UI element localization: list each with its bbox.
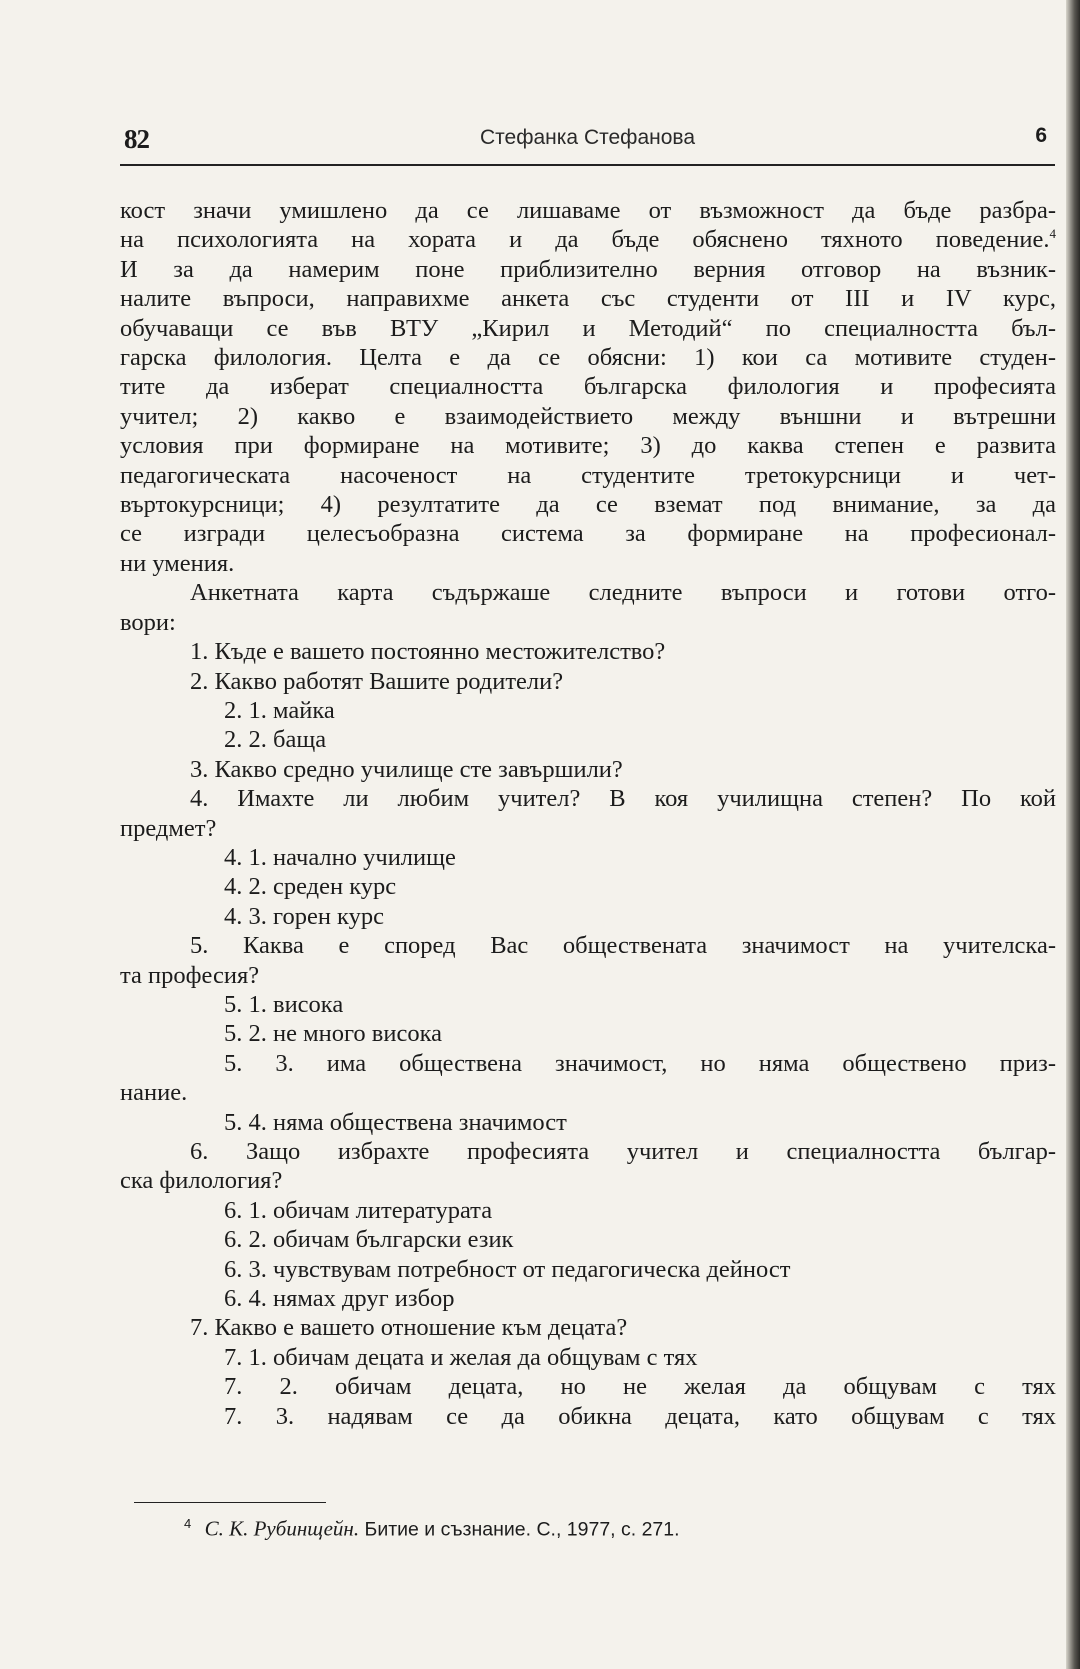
text-line: въртокурсници; 4) резултатите да се вземат под внимание, за да <box>120 491 1056 519</box>
footnote-ref: 4 <box>1049 226 1056 242</box>
questionnaire-option: 7. 1. обичам децата и желая да общувам с тях <box>224 1343 698 1371</box>
questionnaire-option: 7. 3. надявам се да обикна децата, като общувам с тях <box>224 1402 1056 1430</box>
questionnaire-option: 6. 2. обичам български език <box>224 1226 514 1254</box>
footnote-citation: Битие и съзнание. С., 1977, с. 271. <box>364 1518 680 1541</box>
questionnaire-option: 4. 3. горен курс <box>224 902 384 930</box>
questionnaire-continuation: та професия? <box>120 961 260 989</box>
running-title: Стефанка Стефанова <box>480 126 696 149</box>
text-line: кост значи умишлено да се лишаваме от възможност да бъде разбра- <box>120 197 1056 224</box>
text-line-content: на психологията на хората и да бъде обяснено тяхното поведение. <box>120 226 1050 254</box>
text-line: Анкетната карта съдържаше следните въпроси и готови отго- <box>190 579 1056 607</box>
page-number: 82 <box>124 124 149 154</box>
questionnaire-question: 3. Какво средно училище сте завършили? <box>190 755 623 783</box>
header-rule <box>120 164 1055 166</box>
questionnaire-question: 5. Каква е според Вас обществената значимост на учителска- <box>190 932 1056 960</box>
running-header <box>120 118 1055 162</box>
text-line: вори: <box>120 608 176 636</box>
paragraph-2 <box>120 578 1056 637</box>
questionnaire-question: 6. Защо избрахте професията учител и специалността българ- <box>190 1138 1056 1165</box>
questionnaire-option: 5. 2. не много висока <box>224 1020 442 1048</box>
questionnaire-list <box>120 637 1056 1431</box>
questionnaire-question: 4. Имахте ли любим учител? В коя училищна степен? По кой <box>190 785 1056 813</box>
text-line: педагогическата насоченост на студентите третокурсници и чет- <box>120 461 1056 489</box>
body-text <box>120 196 1056 1431</box>
questionnaire-option: 5. 4. няма обществена значимост <box>224 1108 567 1136</box>
questionnaire-option: 6. 4. нямах друг избор <box>224 1285 455 1313</box>
questionnaire-question: 2. Какво работят Вашите родители? <box>190 667 564 695</box>
text-line <box>120 225 1056 254</box>
questionnaire-option: 5. 3. има обществена значимост, но няма обществено приз- <box>224 1049 1056 1077</box>
questionnaire-option: 2. 2. баща <box>224 726 327 754</box>
questionnaire-continuation: нание. <box>120 1079 188 1107</box>
text-line: обучаващи се във ВТУ „Кирил и Методий“ по специалността бъл- <box>120 314 1056 342</box>
questionnaire-option: 5. 1. висока <box>224 990 344 1018</box>
text-line: И за да намерим поне приблизително верния отговор на възник- <box>120 255 1056 283</box>
footnote <box>184 1516 680 1542</box>
questionnaire-option: 4. 1. начално училище <box>224 843 456 871</box>
text-line: ни умения. <box>120 549 235 577</box>
text-line: налите въпроси, направихме анкета със студенти от III и IV курс, <box>120 285 1056 313</box>
section-number: 6 <box>1035 124 1047 147</box>
text-line: се изгради целесъобразна система за формиране на професионал- <box>120 520 1056 548</box>
page-edge <box>1066 0 1080 1669</box>
questionnaire-continuation: предмет? <box>120 814 217 842</box>
footnote-rule <box>134 1502 326 1503</box>
questionnaire-continuation: ска филология? <box>120 1167 283 1195</box>
questionnaire-option: 6. 3. чувствувам потребност от педагогическа дейност <box>224 1255 791 1283</box>
text-line: учител; 2) какво е взаимодействието между външни и вътрешни <box>120 402 1056 430</box>
text-line: условия при формиране на мотивите; 3) до каква степен е развита <box>120 432 1056 460</box>
questionnaire-question: 1. Къде е вашето постоянно местожителство? <box>190 638 666 666</box>
questionnaire-option: 4. 2. среден курс <box>224 873 397 901</box>
paragraph-1 <box>120 196 1056 578</box>
questionnaire-option: 2. 1. майка <box>224 696 335 724</box>
questionnaire-option: 7. 2. обичам децата, но не желая да общувам с тях <box>224 1373 1056 1401</box>
questionnaire-question: 7. Какво е вашето отношение към децата? <box>190 1314 628 1342</box>
text-line: тите да изберат специалността българска филология и професията <box>120 373 1056 401</box>
footnote-marker: 4 <box>184 1516 192 1531</box>
footnote-author: С. К. Рубинщейн. <box>204 1516 360 1541</box>
questionnaire-option: 6. 1. обичам литературата <box>224 1196 493 1224</box>
text-line: гарска филология. Целта е да се обясни: 1) кои са мотивите студен- <box>120 344 1056 372</box>
